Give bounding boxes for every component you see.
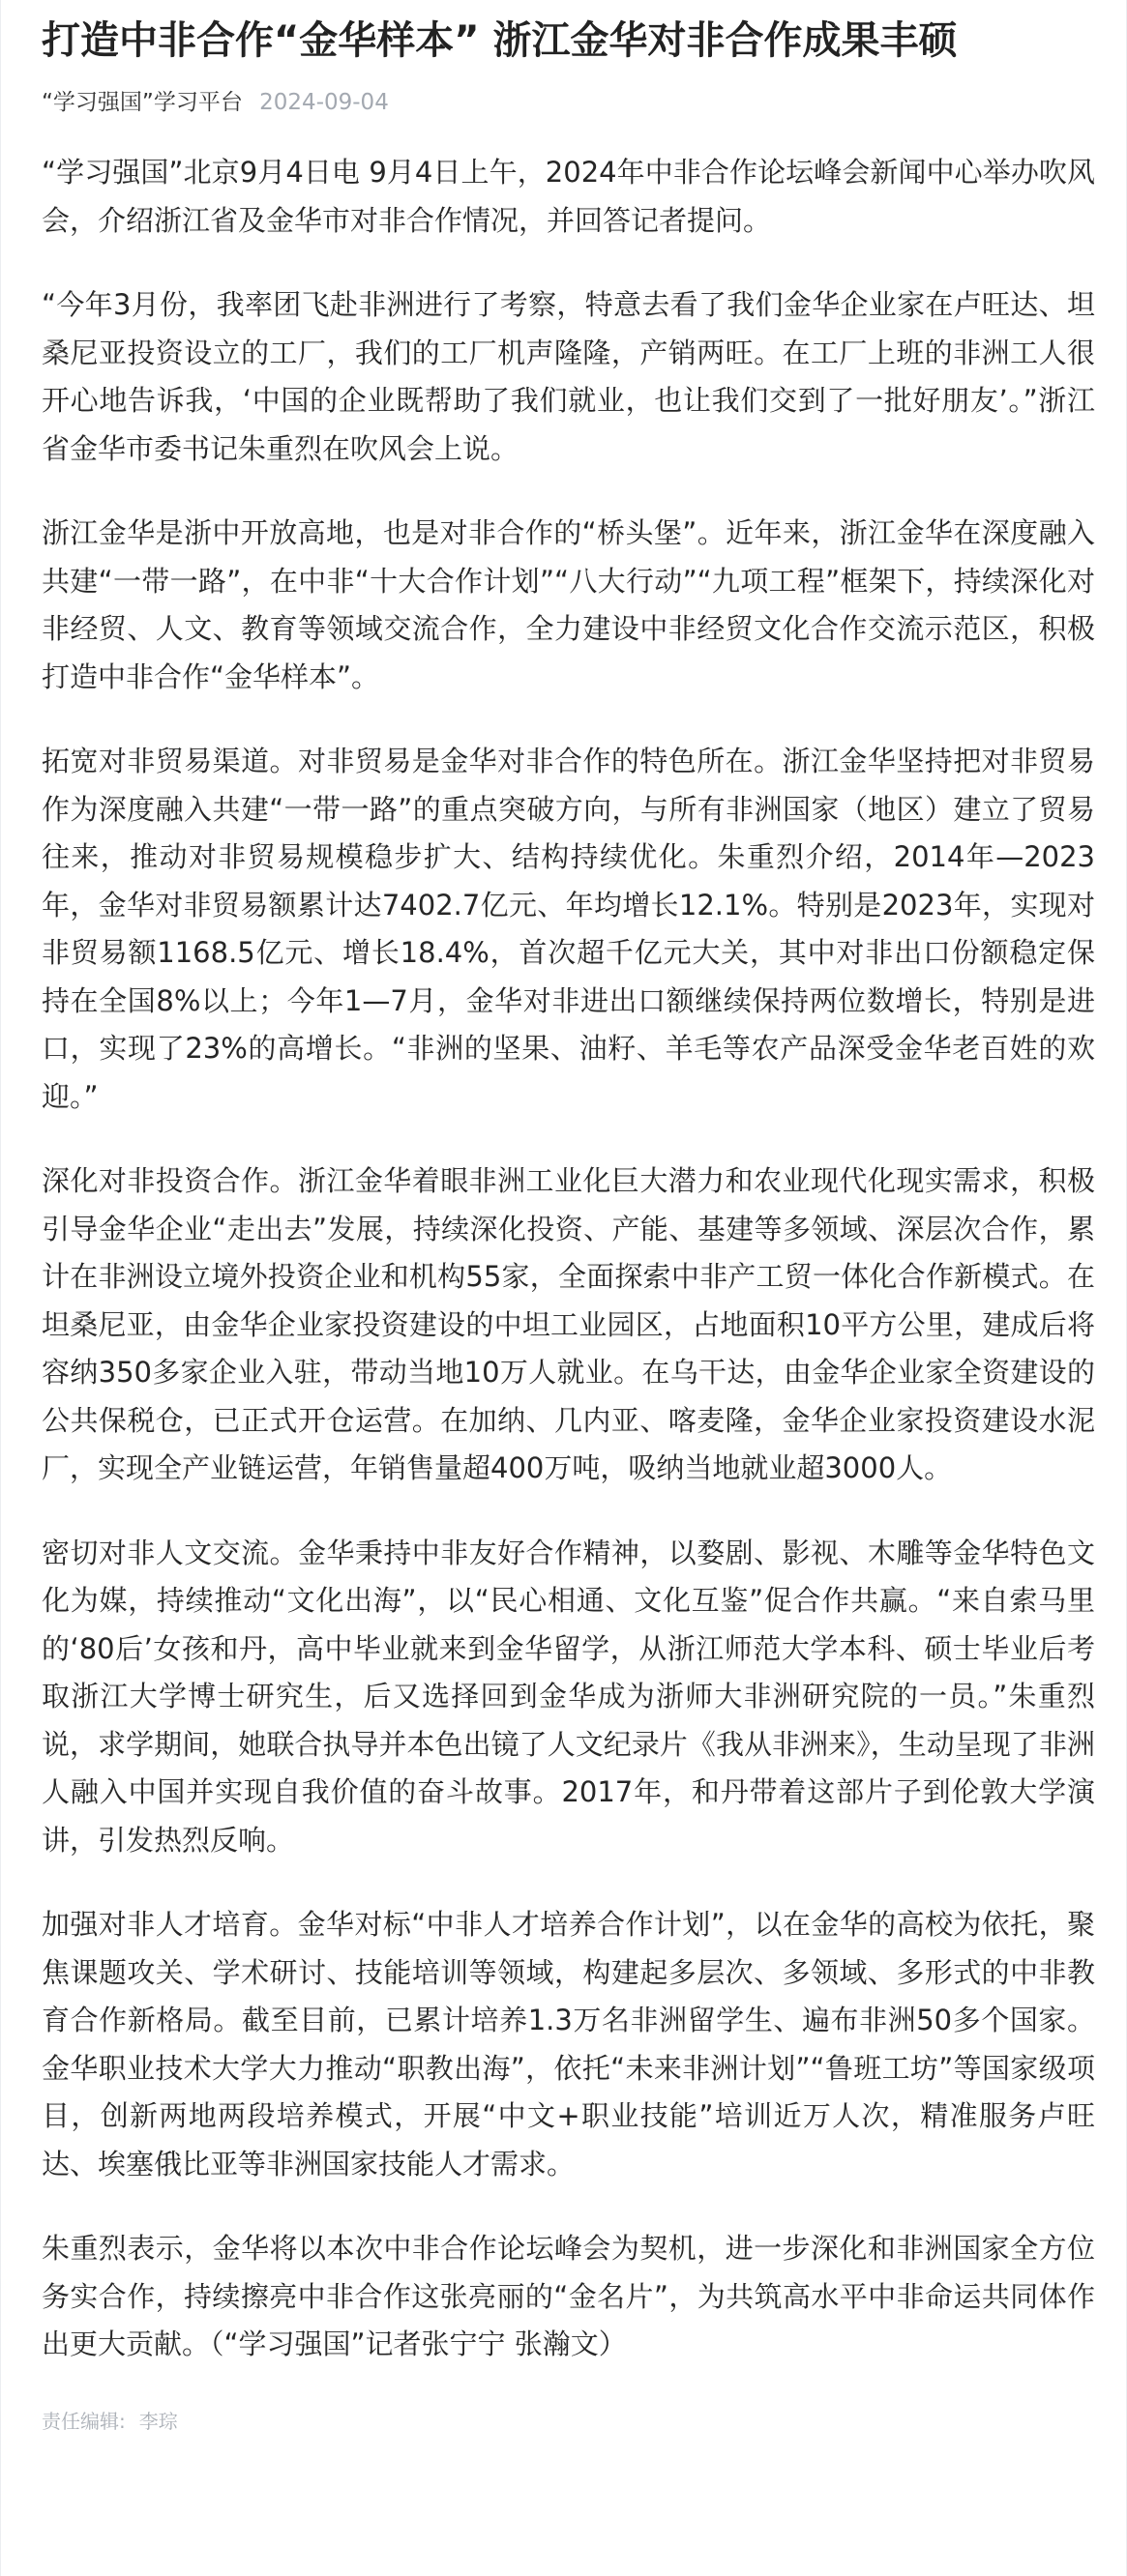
paragraph-talent: 加强对非人才培育。金华对标“中非人才培养合作计划”，以在金华的高校为依托，聚焦课题攻关、学术研讨、技能培训等领域，构建起多层次、多领域、多形式的中非教育合作新格局。截至目前，已累计培养1.3万名非洲留学生、遍布非洲50多个国家。金华职业技术大学大力推动“职教出海”，依托“未来非洲计划”“鲁班工坊”等国家级项目，创新两地两段培养模式，开展“中文+职业技能”培训近万人次，精准服务卢旺达、埃塞俄比亚等非洲国家技能人才需求。 bbox=[42, 1908, 1095, 2181]
paragraph-bridgehead: 浙江金华是浙中开放高地，也是对非合作的“桥头堡”。近年来，浙江金华在深度融入共建“一带一路”，在中非“十大合作计划”“八大行动”“九项工程”框架下，持续深化对非经贸、人文、教育等领域交流合作，全力建设中非经贸文化合作交流示范区，积极打造中非合作“金华样本”。 bbox=[42, 516, 1095, 693]
article-body bbox=[42, 149, 1095, 2369]
article-footer bbox=[42, 2406, 1095, 2437]
paragraph-quote: “今年3月份，我率团飞赴非洲进行了考察，特意去看了我们金华企业家在卢旺达、坦桑尼亚投资设立的工厂，我们的工厂机声隆隆，产销两旺。在工厂上班的非洲工人很开心地告诉我，‘中国的企业既帮助了我们就业，也让我们交到了一批好朋友’。”浙江省金华市委书记朱重烈在吹风会上说。 bbox=[42, 288, 1095, 465]
article-meta bbox=[42, 83, 1095, 122]
paragraph-closing: 朱重烈表示，金华将以本次中非合作论坛峰会为契机，进一步深化和非洲国家全方位务实合作，持续擦亮中非合作这张亮丽的“金名片”，为共筑高水平中非命运共同体作出更大贡献。（“学习强国”记者张宁宁 张瀚文） bbox=[42, 2232, 1095, 2360]
editor-label: 责任编辑: bbox=[42, 2409, 126, 2433]
article-date: 2024-09-04 bbox=[259, 90, 389, 115]
article-source: “学习强国”学习平台 bbox=[42, 90, 243, 115]
article-title: 打造中非合作“金华样本” 浙江金华对非合作成果丰硕 bbox=[42, 18, 958, 63]
paragraph-investment: 深化对非投资合作。浙江金华着眼非洲工业化巨大潜力和农业现代化现实需求，积极引导金华企业“走出去”发展，持续深化投资、产能、基建等多领域、深层次合作，累计在非洲设立境外投资企业和机构55家，全面探索中非产工贸一体化合作新模式。在坦桑尼亚，由金华企业家投资建设的中坦工业园区，占地面积10平方公里，建成后将容纳350多家企业入驻，带动当地10万人就业。在乌干达，由金华企业家全资建设的公共保税仓，已正式开仓运营。在加纳、几内亚、喀麦隆，金华企业家投资建设水泥厂，实现全产业链运营，年销售量超400万吨，吸纳当地就业超3000人。 bbox=[42, 1164, 1095, 1484]
paragraph-lead: “学习强国”北京9月4日电 9月4日上午，2024年中非合作论坛峰会新闻中心举办吹风会，介绍浙江省及金华市对非合作情况，并回答记者提问。 bbox=[42, 156, 1095, 237]
editor-name: 李琮 bbox=[138, 2409, 178, 2433]
paragraph-trade: 拓宽对非贸易渠道。对非贸易是金华对非合作的特色所在。浙江金华坚持把对非贸易作为深度融入共建“一带一路”的重点突破方向，与所有非洲国家（地区）建立了贸易往来，推动对非贸易规模稳步扩大、结构持续优化。朱重烈介绍，2014年—2023年，金华对非贸易额累计达7402.7亿元、年均增长12.1%。特别是2023年，实现对非贸易额1168.5亿元、增长18.4%，首次超千亿元大关，其中对非出口份额稳定保持在全国8%以上；今年1—7月，金华对非进出口额继续保持两位数增长，特别是进口，实现了23%的高增长。“非洲的坚果、油籽、羊毛等农产品深受金华老百姓的欢迎。” bbox=[42, 745, 1095, 1113]
paragraph-culture: 密切对非人文交流。金华秉持中非友好合作精神，以婺剧、影视、木雕等金华特色文化为媒，持续推动“文化出海”，以“民心相通、文化互鉴”促合作共赢。“来自索马里的‘80后’女孩和丹，高中毕业就来到金华留学，从浙江师范大学本科、硕士毕业后考取浙江大学博士研究生，后又选择回到金华成为浙师大非洲研究院的一员。”朱重烈说，求学期间，她联合执导并本色出镜了人文纪录片《我从非洲来》，生动呈现了非洲人融入中国并实现自我价值的奋斗故事。2017年，和丹带着这部片子到伦敦大学演讲，引发热烈反响。 bbox=[42, 1536, 1095, 1857]
